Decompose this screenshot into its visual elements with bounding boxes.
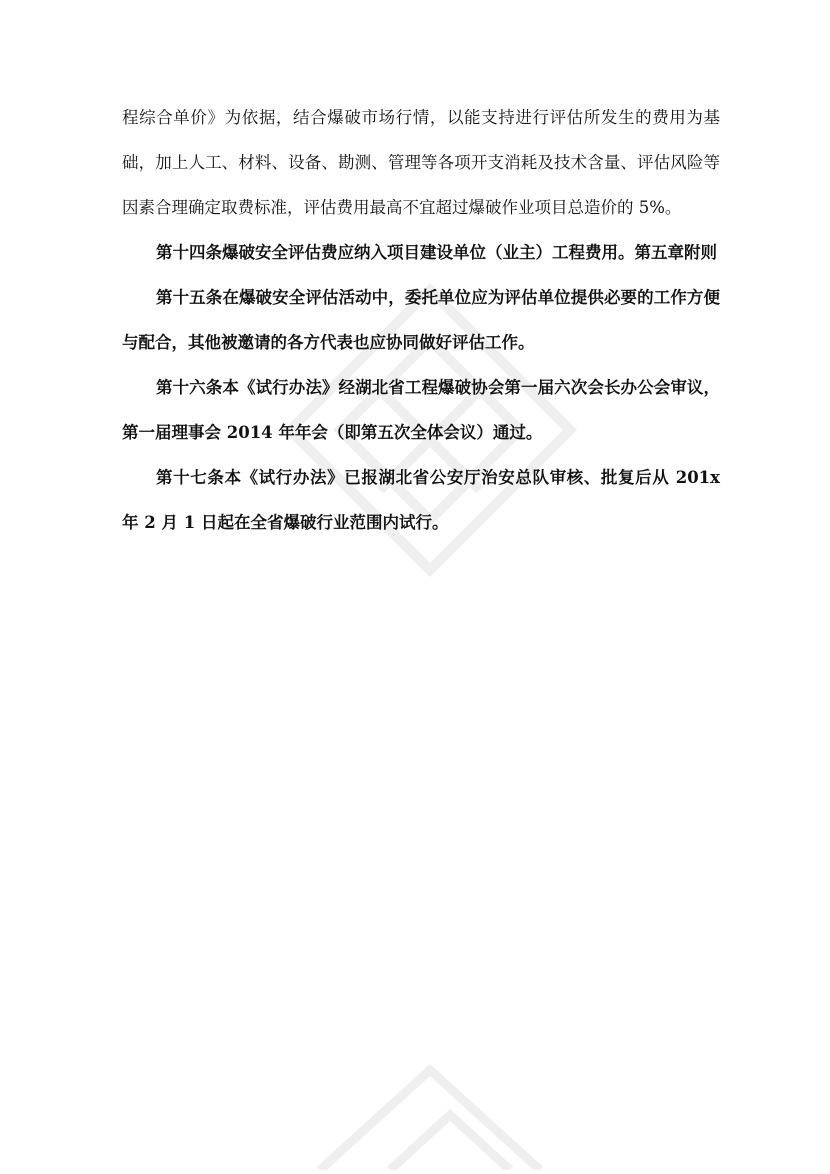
- paragraph-fee-basis: 程综合单价》为依据，结合爆破市场行情，以能支持进行评估所发生的费用为基础，加上人工、材料、设备、勘测、管理等各项开支消耗及技术含量、评估风险等因素合理确定取费标准，评估费用最高不宜超过爆破作业项目总造价的 5%。: [122, 108, 720, 217]
- paragraph-article-14: 第十四条爆破安全评估费应纳入项目建设单位（业主）工程费用。第五章附则: [156, 243, 717, 262]
- paragraph-article-17: 第十七条本《试行办法》已报湖北省公安厅治安总队审核、批复后从 201x 年 2 月 1 日起在全省爆破行业范围内试行。: [122, 468, 720, 532]
- paragraph-article-15: 第十五条在爆破安全评估活动中，委托单位应为评估单位提供必要的工作方便与配合，其他被邀请的各方代表也应协同做好评估工作。: [122, 288, 720, 352]
- document-body: [122, 95, 720, 545]
- paragraph-article-16: 第十六条本《试行办法》经湖北省工程爆破协会第一届六次会长办公会审议，第一届理事会 2014 年年会（即第五次全体会议）通过。: [122, 378, 720, 442]
- watermark-logo: [300, 1060, 590, 1170]
